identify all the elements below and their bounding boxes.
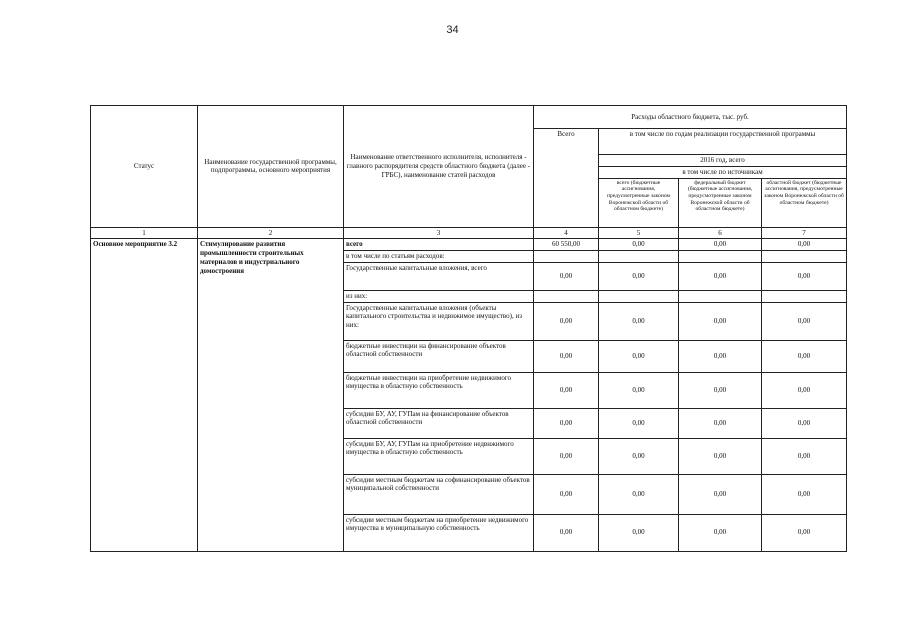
amount-cell: 0,00 bbox=[599, 514, 679, 551]
column-number: 1 bbox=[91, 227, 198, 239]
measure-name: Стимулирование развития промышленности строительных материалов и индустриального домостроения bbox=[198, 239, 344, 551]
column-number: 5 bbox=[599, 227, 679, 239]
expense-item-label: из них: bbox=[344, 290, 534, 302]
expense-item-label: субсидии местным бюджетам на софинансирование объектов муниципальной собственности bbox=[344, 474, 534, 514]
column-number: 3 bbox=[344, 227, 534, 239]
amount-cell bbox=[679, 290, 762, 302]
amount-cell: 0,00 bbox=[599, 262, 679, 290]
amount-cell: 0,00 bbox=[679, 474, 762, 514]
expense-item-label: субсидии БУ, АУ, ГУПам на финансирование объектов областной собственности bbox=[344, 408, 534, 438]
amount-cell: 0,00 bbox=[679, 408, 762, 438]
amount-cell bbox=[534, 251, 599, 263]
header-program-name: Наименование государственной программы, подпрограммы, основного мероприятия bbox=[198, 106, 344, 228]
table-row bbox=[91, 239, 847, 251]
amount-cell: 0,00 bbox=[679, 239, 762, 251]
amount-cell: 0,00 bbox=[534, 340, 599, 372]
amount-cell: 0,00 bbox=[534, 438, 599, 474]
header-expenses-title: Расходы областного бюджета, тыс. руб. bbox=[534, 106, 847, 129]
amount-cell: 0,00 bbox=[679, 262, 762, 290]
amount-cell: 0,00 bbox=[599, 372, 679, 408]
amount-cell: 0,00 bbox=[762, 408, 847, 438]
header-by-years: в том числе по годам реализации государственной программы bbox=[599, 129, 847, 155]
measure-status: Основное мероприятие 3.2 bbox=[91, 239, 198, 551]
amount-cell: 0,00 bbox=[679, 514, 762, 551]
amount-cell: 0,00 bbox=[534, 408, 599, 438]
amount-cell: 0,00 bbox=[599, 302, 679, 340]
amount-cell: 0,00 bbox=[762, 514, 847, 551]
amount-cell bbox=[762, 290, 847, 302]
amount-cell: 0,00 bbox=[762, 239, 847, 251]
amount-cell: 0,00 bbox=[762, 340, 847, 372]
amount-cell bbox=[762, 251, 847, 263]
amount-cell: 0,00 bbox=[762, 438, 847, 474]
page-number: 34 bbox=[446, 24, 459, 36]
amount-cell bbox=[599, 290, 679, 302]
amount-cell: 0,00 bbox=[534, 302, 599, 340]
column-number: 6 bbox=[679, 227, 762, 239]
expense-item-label: бюджетные инвестиции на приобретение недвижимого имущества в областную собственность bbox=[344, 372, 534, 408]
amount-cell bbox=[679, 251, 762, 263]
header-executor: Наименование ответственного исполнителя, исполнителя - главного распорядителя средств областного бюджета (далее - ГРБС), наименование статей расходов bbox=[344, 106, 534, 228]
amount-cell: 0,00 bbox=[762, 474, 847, 514]
amount-cell: 0,00 bbox=[679, 340, 762, 372]
column-numbers-row bbox=[91, 227, 847, 239]
expense-item-label: Государственные капитальные вложения, всего bbox=[344, 262, 534, 290]
header-source-federal: федеральный бюджет (бюджетные ассигнования, предусмотренные законом Воронежской области об областном бюджете) bbox=[679, 178, 762, 227]
amount-cell: 0,00 bbox=[599, 408, 679, 438]
column-number: 4 bbox=[534, 227, 599, 239]
amount-cell: 0,00 bbox=[599, 438, 679, 474]
column-number: 2 bbox=[198, 227, 344, 239]
header-source-regional: областной бюджет (бюджетные ассигнования, предусмотренные законом Воронежской области об областном бюджете) bbox=[762, 178, 847, 227]
amount-cell bbox=[599, 251, 679, 263]
amount-cell: 0,00 bbox=[534, 514, 599, 551]
amount-cell: 0,00 bbox=[534, 474, 599, 514]
expense-item-label: всего bbox=[344, 239, 534, 251]
expense-item-label: Государственные капитальные вложения (объекты капитального строительства и недвижимое имущество), из них: bbox=[344, 302, 534, 340]
header-year-total: 2016 год, всего bbox=[599, 155, 847, 167]
header-status: Статус bbox=[91, 106, 198, 228]
amount-cell: 0,00 bbox=[762, 302, 847, 340]
column-number: 7 bbox=[762, 227, 847, 239]
table-header bbox=[91, 106, 847, 239]
header-total: Всего bbox=[534, 129, 599, 228]
header-by-sources: в том числе по источникам bbox=[599, 166, 847, 178]
amount-cell: 0,00 bbox=[679, 302, 762, 340]
expense-item-label: субсидии БУ, АУ, ГУПам на приобретение недвижимого имущества в областную собственность bbox=[344, 438, 534, 474]
amount-cell: 60 550,00 bbox=[534, 239, 599, 251]
expense-item-label: субсидии местным бюджетам на приобретение недвижимого имущества в муниципальную собственность bbox=[344, 514, 534, 551]
amount-cell: 0,00 bbox=[679, 372, 762, 408]
amount-cell: 0,00 bbox=[534, 262, 599, 290]
amount-cell bbox=[534, 290, 599, 302]
expenses-table bbox=[90, 105, 847, 552]
table-body bbox=[91, 239, 847, 551]
expense-item-label: бюджетные инвестиции на финансирование объектов областной собственности bbox=[344, 340, 534, 372]
amount-cell: 0,00 bbox=[599, 340, 679, 372]
amount-cell: 0,00 bbox=[679, 438, 762, 474]
amount-cell: 0,00 bbox=[762, 372, 847, 408]
expense-item-label: в том числе по статьям расходов: bbox=[344, 251, 534, 263]
amount-cell: 0,00 bbox=[534, 372, 599, 408]
amount-cell: 0,00 bbox=[599, 474, 679, 514]
header-source-all: всего (бюджетные ассигнования, предусмотренные законом Воронежской области об областном бюджете) bbox=[599, 178, 679, 227]
amount-cell: 0,00 bbox=[599, 239, 679, 251]
amount-cell: 0,00 bbox=[762, 262, 847, 290]
